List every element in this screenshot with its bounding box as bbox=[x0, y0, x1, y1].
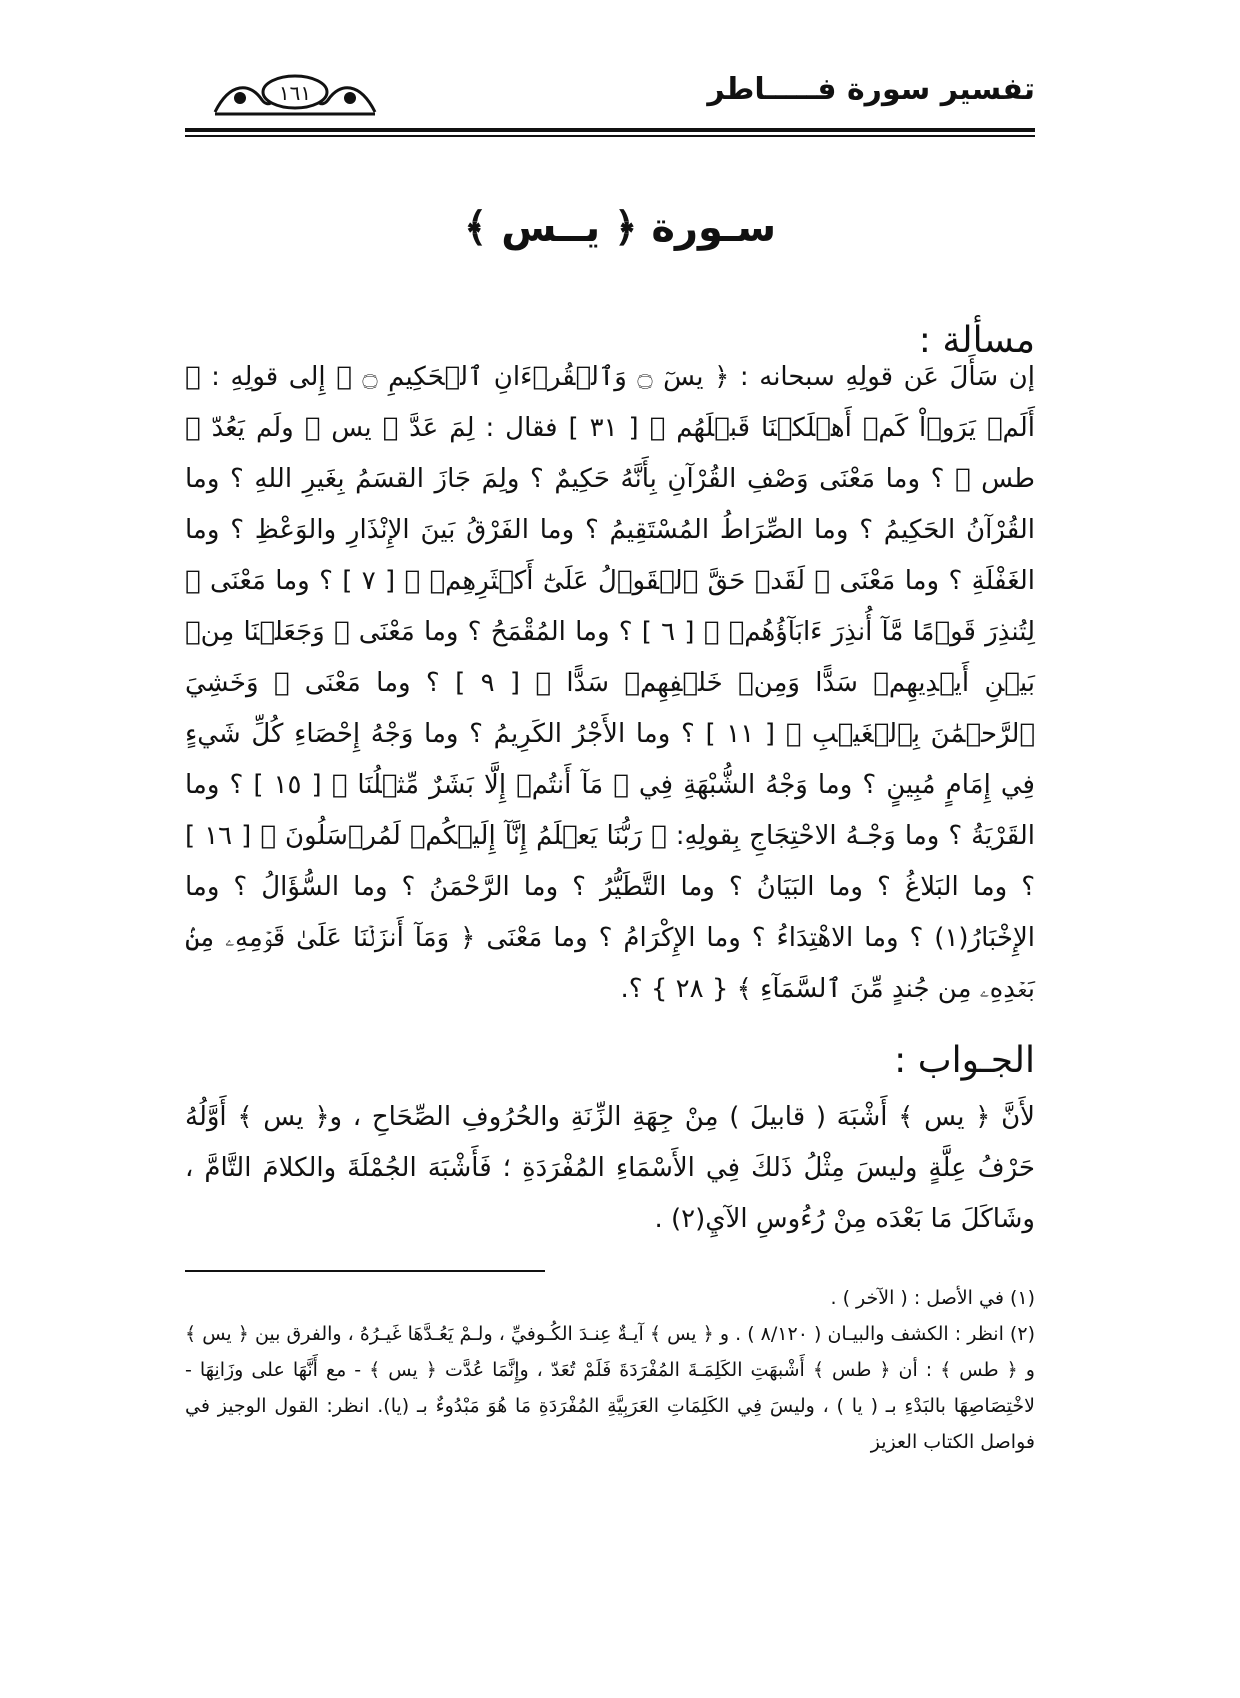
running-title: تفسير سورة فـــــاطر bbox=[707, 72, 1035, 107]
page-number-ornament bbox=[210, 62, 380, 120]
surah-title: سـورة ﴿ يــس ﴾ bbox=[463, 205, 777, 251]
footnotes bbox=[185, 1280, 1035, 1460]
page-number: ١٦١ bbox=[278, 81, 312, 105]
page-header bbox=[180, 62, 1035, 122]
answer-heading: الجـواب : bbox=[894, 1040, 1035, 1081]
answer-paragraph: لأَنَّ ﴿ يس ﴾ أَشْبَهَ ( قابيلَ ) مِنْ جِهَةِ الزِّنَةِ والحُرُوفِ الصِّحَاحِ ، و﴿ يس ﴾ أَوَّلُهُ حَرْفُ عِلَّةٍ وليسَ مِثْلُ ذَلكَ فِي الأَسْمَاءِ المُفْرَدَةِ ؛ فَأَشْبَهَ الجُمْلَةَ والكلامَ التَّامَّ ، وشَاكَلَ مَا بَعْدَه مِنْ رُءُوسِ الآيِ(٢) . bbox=[185, 1102, 1035, 1234]
question-paragraph: إن سَأَلَ عَن قولِهِ سبحانه : ﴿ يسٓ ۝ وَٱلۡقُرۡءَانِ ٱلۡحَكِيمِ ۝ ﴾ إِلى قولِهِ : ﴿ أَلَمۡ يَرَوۡاْ كَمۡ أَهۡلَكۡنَا قَبۡلَهُم ﴾ [ ٣١ ] فقال : لِمَ عَدَّ ﴿ يس ﴾ ولَم يَعُدّ ﴿ طس ﴾ ؟ وما مَعْنَى وَصْفِ القُرْآنِ بِأَنَّهُ حَكِيمٌ ؟ ولِمَ جَازَ القسَمُ بِغَيرِ اللهِ ؟ وما القُرْآنُ الحَكِيمُ ؟ وما الصِّرَاطُ المُسْتَقِيمُ ؟ وما الفَرْقُ بَينَ الإِنْذَارِ والوَعْظِ ؟ وما الغَفْلَةِ ؟ وما مَعْنَى ﴿ لَقَدۡ حَقَّ ٱلۡقَوۡلُ عَلَىٰٓ أَكۡثَرِهِمۡ ﴾ [ ٧ ] ؟ وما مَعْنَى ﴿ لِتُنذِرَ قَوۡمًا مَّآ أُنذِرَ ءَابَآؤُهُمۡ ﴾ [ ٦ ] ؟ وما المُقْمَحُ ؟ وما مَعْنَى ﴿ وَجَعَلۡنَا مِنۢ بَيۡنِ أَيۡدِيهِمۡ سَدًّا وَمِنۡ خَلۡفِهِمۡ سَدًّا ﴾ [ ٩ ] ؟ وما مَعْنَى ﴿ وَخَشِيَ ٱلرَّحۡمَٰنَ بِٱلۡغَيۡبِ ﴾ [ ١١ ] ؟ وما الأَجْرُ الكَرِيمُ ؟ وما وَجْهُ إِحْصَاءِ كُلِّ شَيءٍ فِي إِمَامٍ مُبِينٍ ؟ وما وَجْهُ الشُّبْهَةِ فِي ﴿ مَآ أَنتُمۡ إِلَّا بَشَرٌ مِّثۡلُنَا ﴾ [ ١٥ ] ؟ وما القَرْيَةُ ؟ وما وَجْـهُ الاحْتِجَاجِ بِقولِهِ: ﴿ رَبُّنَا يَعۡلَمُ إِنَّآ إِلَيۡكُمۡ لَمُرۡسَلُونَ ﴾ [ ١٦ ] ؟ وما البَلاغُ ؟ وما البَيَانُ ؟ وما التَّطَيُّرُ ؟ وما الرَّحْمَنُ ؟ وما السُّؤَالُ ؟ وما الإِخْبَارُ(١) ؟ وما الاهْتِدَاءُ ؟ وما الإِكْرَامُ ؟ وما مَعْنَى ﴿ وَمَآ أَنزَلۡنَا عَلَىٰ قَوۡمِهِۦ مِنۢ بَعۡدِهِۦ مِن جُندٍ مِّنَ ٱلسَّمَآءِ ﴾ { ٢٨ } ؟. bbox=[185, 362, 1036, 1004]
footnote-1: (١) في الأصل : ( الآخر ) . bbox=[830, 1287, 1035, 1309]
footnote-2: (٢) انظر : الكشف والبيـان ( ٨/١٢٠ ) . و ﴿ يس ﴾ آيـةٌ عِنـدَ الكُـوفيِّ ، ولـمْ يَعُـدَّهَا غَيـرُهُ ، والفرق بين ﴿ يس ﴾ و ﴿ طس ﴾ : أن ﴿ طس ﴾ أَشْبهَتِ الكَلِمَـةَ المُفْرَدَةَ فَلَمْ تُعَدّ ، وإِنَّمَا عُدَّت ﴿ يس ﴾ - مع أَنَّهَا على وزَانِهَا - لاخْتِصَاصِهَا بالبَدْءِ بـ ( يا ) ، وليسَ فِي الكَلِمَاتِ العَرَبِيَّةِ المُفْرَدَةِ مَا هُوَ مَبْدُوءٌ بـ (يا). انظر: القول الوجيز في فواصل الكتاب العزيز bbox=[185, 1323, 1035, 1453]
header-rule bbox=[185, 128, 1035, 140]
footnote-separator bbox=[185, 1270, 545, 1272]
question-heading: مسألة : bbox=[918, 320, 1035, 361]
